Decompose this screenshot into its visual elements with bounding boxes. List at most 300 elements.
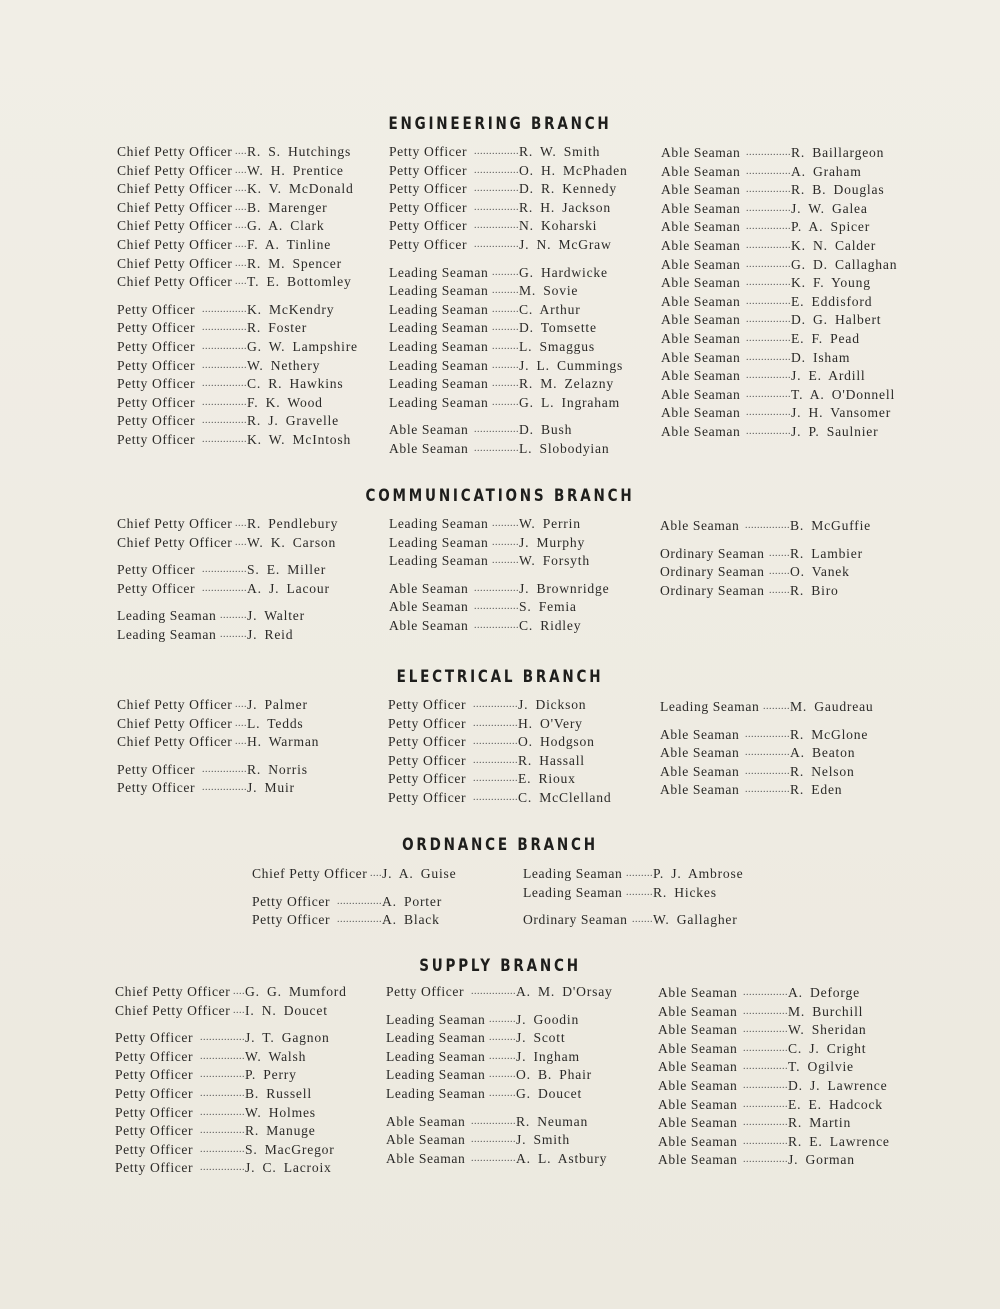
member-name: W. Walsh [245,1048,307,1064]
rank-label: Petty Officer [117,431,196,447]
leader-dots: ............... [746,277,791,289]
leader-dots: ......... [492,396,519,408]
leader-dots: ............... [473,717,518,729]
leader-dots: ............... [746,147,791,158]
spacer [660,717,874,726]
roster-entry [660,545,871,564]
leader-dots: ......... [492,340,519,352]
roster-entry [388,752,611,771]
member-name: R. Martin [788,1115,852,1131]
rank-label: Able Seaman [658,1003,738,1019]
leader-dots: ............... [473,754,518,766]
roster-entry [117,338,358,357]
spacer [389,255,628,264]
roster-entry [389,394,628,413]
rank-label: Petty Officer [388,771,467,787]
spacer [386,1104,613,1113]
roster-entry [389,421,628,440]
branch-column [523,865,743,930]
member-name: S. Femia [519,599,577,615]
member-name: I. N. Doucet [245,1002,328,1018]
rank-label: Petty Officer [389,199,468,215]
rank-label: Chief Petty Officer [117,181,233,197]
rank-label: Chief Petty Officer [117,199,233,215]
member-name: O. Vanek [790,564,850,580]
member-name: R. B. Douglas [791,182,885,198]
rank-label: Able Seaman [658,1133,738,1149]
roster-entry [658,1151,890,1170]
leader-dots: ............... [743,1098,788,1110]
rank-label: Petty Officer [252,893,331,909]
roster-entry [661,404,897,423]
leader-dots: ............... [746,239,791,251]
member-name: B. McGuffie [790,518,872,533]
leader-dots: .... [235,736,247,748]
leader-dots: ............... [474,220,519,232]
branch-heading: ELECTRICAL BRANCH [396,667,604,686]
leader-dots: ......... [220,610,247,622]
roster-entry [661,218,897,237]
member-name: C. R. Hawkins [247,376,344,392]
member-name: R. Hassall [518,752,585,768]
rank-label: Petty Officer [117,376,196,392]
leader-dots: ............... [745,765,790,777]
member-name: D. G. Halbert [791,312,882,328]
roster-entry [389,598,609,617]
rank-label: Leading Seaman [389,264,489,280]
member-name: W. Perrin [519,516,581,531]
leader-dots: ............... [743,1117,788,1129]
rank-label: Petty Officer [117,761,196,777]
rank-label: Chief Petty Officer [117,144,233,159]
roster-entry [658,1077,890,1096]
rank-label: Petty Officer [117,320,196,336]
rank-label: Petty Officer [388,715,467,731]
leader-dots: ............... [202,303,247,315]
leader-dots: .... [233,1004,245,1016]
roster-entry [661,293,897,312]
roster-entry [660,726,874,745]
roster-entry [117,431,358,450]
branch-column [388,696,611,808]
spacer [117,598,338,607]
rank-label: Leading Seaman [389,357,489,373]
roster-entry [117,273,358,292]
rank-label: Able Seaman [661,200,741,216]
leader-dots: .... [235,536,247,548]
roster-entry [117,515,338,534]
member-name: A. Porter [382,893,443,909]
leader-dots: ....... [632,914,653,926]
member-name: J. L. Cummings [519,357,624,373]
leader-dots: ......... [626,886,653,898]
roster-entry [117,357,358,376]
roster-entry [389,217,628,236]
member-name: J. C. Lacroix [245,1160,332,1176]
leader-dots: ............... [746,407,791,419]
roster-entry [386,1113,613,1132]
leader-dots: ......... [492,555,519,567]
member-name: D. J. Lawrence [788,1077,888,1093]
branch-heading: COMMUNICATIONS BRANCH [365,486,635,505]
branch-column [117,696,319,798]
member-name: R. Lambier [790,545,863,561]
roster-entry [660,563,871,582]
branch-column [660,517,871,600]
member-name: B. Russell [245,1085,312,1101]
roster-entry [386,1029,613,1048]
roster-entry [389,357,628,376]
roster-entry [115,1048,347,1067]
rank-label: Able Seaman [658,1152,738,1168]
member-name: K. McKendry [247,301,335,317]
rank-label: Petty Officer [388,734,467,750]
rank-label: Able Seaman [661,330,741,346]
leader-dots: ......... [489,1032,516,1044]
roster-entry [388,733,611,752]
leader-dots: ............... [746,332,791,344]
rank-label: Petty Officer [117,780,196,796]
spacer [386,1002,613,1011]
leader-dots: ............... [473,773,518,785]
member-name: P. J. Ambrose [653,866,744,881]
leader-dots: ............... [202,582,247,594]
member-name: J. Dickson [518,697,587,712]
rank-label: Leading Seaman [389,283,489,299]
member-name: J. Walter [247,608,305,624]
member-name: H. O'Very [518,715,583,731]
roster-entry [389,282,628,301]
leader-dots: ............... [743,1154,788,1166]
rank-label: Leading Seaman [389,301,489,317]
leader-dots: ....... [769,547,790,559]
member-name: W. Sheridan [788,1022,867,1038]
branch-column [117,143,358,450]
member-name: C. Arthur [519,301,581,317]
leader-dots: ............... [743,1079,788,1091]
branch-column [252,865,456,930]
rank-label: Chief Petty Officer [117,697,233,712]
rank-label: Able Seaman [660,763,740,779]
rank-label: Ordinary Seaman [660,582,765,598]
roster-entry [661,311,897,330]
member-name: T. E. Bottomley [247,274,352,290]
leader-dots: ............... [474,582,519,594]
leader-dots: ............... [200,1050,245,1062]
rank-label: Able Seaman [389,599,469,615]
roster-entry [386,1085,613,1104]
leader-dots: ....... [769,584,790,596]
roster-entry [660,781,874,800]
roster-entry [386,1048,613,1067]
member-name: R. S. Hutchings [247,144,352,159]
roster-entry [386,1150,613,1169]
member-name: D. Bush [519,422,573,438]
rank-label: Petty Officer [389,162,468,178]
leader-dots: ............... [202,564,247,576]
leader-dots: .... [235,717,247,729]
roster-entry [386,1131,613,1150]
branch-column [115,983,347,1178]
roster-entry [252,865,456,884]
rank-label: Petty Officer [388,789,467,805]
rank-label: Able Seaman [661,145,741,160]
roster-entry [389,375,628,394]
roster-entry [661,163,897,182]
leader-dots: ............... [746,258,791,270]
member-name: K. F. Young [791,275,871,291]
leader-dots: ............... [202,378,247,390]
member-name: O. H. McPhaden [519,162,628,178]
rank-label: Petty Officer [115,1048,194,1064]
rank-label: Petty Officer [117,357,196,373]
leader-dots: ............... [471,986,516,997]
member-name: J. Brownridge [519,580,610,596]
rank-label: Petty Officer [117,338,196,354]
roster-entry [389,338,628,357]
leader-dots: ............... [202,763,247,775]
rank-label: Petty Officer [389,181,468,197]
roster-entry [115,1122,347,1141]
rank-label: Able Seaman [661,237,741,253]
rank-label: Able Seaman [661,256,741,272]
rank-label: Leading Seaman [389,376,489,392]
rank-label: Able Seaman [389,617,469,633]
leader-dots: ............... [473,791,518,803]
leader-dots: ......... [489,1050,516,1062]
member-name: A. Beaton [790,745,856,761]
roster-entry [117,561,338,580]
leader-dots: ............... [474,601,519,613]
leader-dots: ......... [492,303,519,315]
leader-dots: ............... [743,1135,788,1147]
member-name: G. W. Lampshire [247,338,358,354]
rank-label: Petty Officer [115,1104,194,1120]
member-name: F. A. Tinline [247,236,332,252]
member-name: L. Smaggus [519,338,595,354]
leader-dots: ......... [626,868,653,879]
leader-dots: ............... [743,1061,788,1073]
rank-label: Able Seaman [389,580,469,596]
member-name: O. Hodgson [518,734,595,750]
leader-dots: .... [235,146,247,157]
branch-heading: ENGINEERING BRANCH [388,114,612,133]
member-name: A. M. D'Orsay [516,984,613,999]
member-name: J. Murphy [519,534,586,550]
leader-dots: ............... [202,782,247,794]
member-name: G. A. Clark [247,218,325,234]
roster-entry [117,375,358,394]
rank-label: Petty Officer [389,144,468,159]
rank-label: Able Seaman [389,440,469,456]
roster-entry [660,582,871,601]
rank-label: Leading Seaman [386,1011,486,1027]
rank-label: Chief Petty Officer [117,715,233,731]
rank-label: Chief Petty Officer [117,534,233,550]
rank-label: Able Seaman [661,386,741,402]
roster-entry [117,412,358,431]
leader-dots: ............... [474,183,519,195]
roster-entry [115,1159,347,1178]
roster-entry [117,319,358,338]
member-name: J. Palmer [247,697,308,712]
rank-label: Able Seaman [661,293,741,309]
leader-dots: .... [235,257,247,269]
member-name: R. Neuman [516,1113,589,1129]
rank-label: Petty Officer [115,1123,194,1139]
rank-label: Able Seaman [661,423,741,439]
member-name: J. N. McGraw [519,236,612,252]
member-name: J. T. Gagnon [245,1030,330,1046]
member-name: K. V. McDonald [247,181,354,197]
leader-dots: .... [235,238,247,250]
member-name: R. Norris [247,761,308,777]
roster-entry [115,1029,347,1048]
roster-entry [117,534,338,553]
member-name: J. Muir [247,780,295,796]
rank-label: Able Seaman [661,349,741,365]
rank-label: Leading Seaman [386,1048,486,1064]
spacer [523,902,743,911]
leader-dots: ............... [200,1125,245,1137]
member-name: W. Nethery [247,357,321,373]
roster-entry [388,789,611,808]
member-name: M. Gaudreau [790,699,874,714]
roster-entry [660,763,874,782]
member-name: D. Isham [791,349,851,365]
rank-label: Able Seaman [658,1059,738,1075]
leader-dots: ............... [746,370,791,382]
leader-dots: ............... [471,1152,516,1164]
member-name: W. H. Prentice [247,162,344,178]
roster-entry [117,715,319,734]
member-name: E. Eddisford [791,293,873,309]
leader-dots: ............... [337,914,382,926]
roster-entry [389,617,609,636]
rank-label: Petty Officer [117,562,196,578]
leader-dots: ............... [474,238,519,250]
leader-dots: ............... [202,433,247,445]
roster-entry [523,865,743,884]
leader-dots: .... [235,220,247,232]
member-name: D. Tomsette [519,320,597,336]
leader-dots: ............... [200,1162,245,1174]
roster-entry [658,1040,890,1059]
rank-label: Leading Seaman [389,516,489,531]
member-name: J. Reid [247,626,294,642]
roster-entry [660,698,874,717]
leader-dots: ............... [202,340,247,352]
roster-entry [389,552,609,571]
member-name: M. Sovie [519,283,579,299]
spacer [115,1020,347,1029]
roster-entry [661,349,897,368]
leader-dots: ............... [471,1115,516,1127]
member-name: J. A. Guise [382,866,457,881]
rank-label: Able Seaman [660,782,740,798]
member-name: R. Biro [790,582,839,598]
member-name: T. A. O'Donnell [791,386,896,402]
roster-entry [389,580,609,599]
member-name: A. Black [382,912,440,928]
rank-label: Able Seaman [658,1022,738,1038]
rank-label: Able Seaman [661,405,741,421]
rank-label: Chief Petty Officer [117,162,233,178]
leader-dots: ......... [489,1069,516,1081]
rank-label: Petty Officer [115,1141,194,1157]
roster-entry [389,319,628,338]
roster-entry [115,1066,347,1085]
member-name: J. Goodin [516,1011,580,1027]
leader-dots: ............... [474,146,519,157]
leader-dots: ............... [337,895,382,907]
roster-entry [658,1021,890,1040]
roster-entry [658,984,890,1003]
leader-dots: .... [233,986,245,997]
leader-dots: ............... [746,202,791,214]
member-name: J. Smith [516,1132,570,1148]
leader-dots: ............... [745,728,790,740]
member-name: R. Foster [247,320,308,336]
rank-label: Chief Petty Officer [115,984,231,999]
roster-entry [386,983,613,1002]
leader-dots: ......... [492,266,519,278]
member-name: E. Rioux [518,771,576,787]
roster-entry [117,761,319,780]
member-name: C. McClelland [518,789,612,805]
rank-label: Petty Officer [389,218,468,234]
leader-dots: ............... [746,314,791,326]
roster-entry [661,367,897,386]
leader-dots: ............... [202,359,247,371]
leader-dots: ......... [220,628,247,640]
rank-label: Petty Officer [252,912,331,928]
rank-label: Ordinary Seaman [660,564,765,580]
roster-entry [117,696,319,715]
rank-label: Chief Petty Officer [117,255,233,271]
rank-label: Petty Officer [386,984,465,999]
roster-entry [117,626,338,645]
member-name: R. Baillargeon [791,145,885,160]
leader-dots: ............... [202,396,247,408]
leader-dots: ............... [200,1143,245,1155]
leader-dots: ......... [492,518,519,529]
roster-entry [389,162,628,181]
rank-label: Able Seaman [660,745,740,761]
rank-label: Petty Officer [115,1030,194,1046]
member-name: R. H. Jackson [519,199,611,215]
member-name: R. Pendlebury [247,516,339,531]
spacer [389,412,628,421]
roster-entry [115,1104,347,1123]
roster-entry [660,517,871,536]
rank-label: Leading Seaman [389,394,489,410]
member-name: J. W. Galea [791,200,868,216]
leader-dots: ......... [489,1013,516,1025]
roster-entry [389,515,609,534]
roster-entry [117,162,358,181]
leader-dots: .... [235,183,247,195]
leader-dots: ............... [743,1024,788,1036]
leader-dots: ......... [492,285,519,297]
rank-label: Able Seaman [658,985,738,1000]
member-name: R. Hickes [653,884,717,900]
roster-entry [115,1002,347,1021]
leader-dots: ............... [202,322,247,334]
rank-label: Able Seaman [658,1077,738,1093]
member-name: W. Gallagher [653,912,738,928]
roster-entry [117,180,358,199]
